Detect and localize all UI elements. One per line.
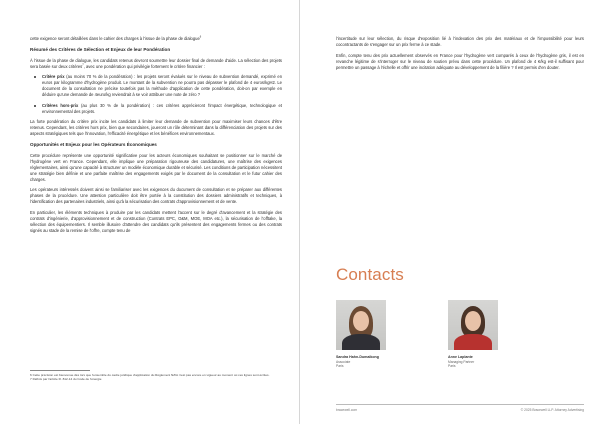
paragraph-selection: À l'issue de la phase de dialogue, les candidats retenus devront soumettre leur dossier final de demande d'aide. La sélection des projets sera basée sur deux critères$^7$, avec une pondération qui privilégie fortement le critère financier : [30,57,282,69]
left-column [30,36,282,238]
paragraph-uncertainty: l'incertitude sur leur sélection, du risque d'exposition lié à l'indexation des prix des matériaux et de l'impossibilité pour leurs cocontractants de s'engager sur un prix ferme à ce stade. [336,36,584,47]
contact-name: Sandra Hahn-Dumaikong [336,355,379,359]
footer-website-link[interactable]: bracewell.com [336,408,358,412]
contact-role: Associate [336,359,351,364]
heading-opportunities: Opportunités et Enjeux pour les Opérateurs Économiques [30,141,157,147]
paragraph-technical-elements: En particulier, les éléments techniques à produire par les candidats mettent l'accent sur le degré d'avancement et la stratégie des contrats d'ingénierie, d'approvisionnement et de construction (Contrats EPC, O&M, MOE, MOA etc.), la sécurisation de l'offtake, la sélection des équipementiers. Il semble illusoire d'attendre des candidats qu'ils présentent des engagements fermes ou des contrats signés au stade de la remise de l'offre, compte tenu de [30,209,282,233]
contact-location: Paris [448,363,456,368]
footer-copyright: © 2025 Bracewell LLP. Attorney Advertising [520,408,584,412]
heading-selection-criteria: Résumé des Critères de Sélection et Enjeux de leur Pondération [30,46,171,52]
paragraph-operators: Les opérateurs intéressés doivent ainsi se familiariser avec les exigences du document de consultation et se préparer aux différentes phases de la procédure. Une attention particulière doit être portée à la constitution des dossiers administratifs et techniques, à l'identification des partenaires industriels, ainsi qu'à la sécurisation des contrats d'approvisionnement et de vente. [30,187,282,204]
right-column [336,36,584,75]
contact-name: Anne Laplante [448,355,473,359]
paragraph-opportunity: Cette procédure représente une opportunité significative pour les acteurs économiques souhaitant se positionner sur le marché de l'hydrogène vert en France. Cependant, elle implique une préparation rigoureuse des candidatures, une maîtrise des exigences réglementaires, ainsi qu'une capacité à structurer un modèle économique durable et sécurisé. Les conditions de participation nécessitent une stratégie bien définie et une parfaite maîtrise des engagements exigés par le document de la consultation et le futur cahier des charges. [30,152,282,182]
right-page [300,0,600,424]
paragraph-price-ceiling: Enfin, compte tenu des prix actuellement observés en France pour l'hydrogène vert comparés à ceux de l'hydrogène gris, il est en revanche légitime de s'interroger sur le niveau de soutien prévu dans cette procédure. Un plafond de 4 €/kg est-il suffisant pour permettre un passage à l'échelle et offrir une incitation adéquate au développement de la filière ? Il est permis d'en douter. [336,52,584,70]
list-item-non-price-criteria: Critères hors-prix (au plus 30 % de la pondération) : ces critères apprécieront l'impact énergétique, technologique et environnemental des projets. [30,103,282,115]
footnote-7: 7 Définis par l'article R. 812-14 du Code de l'énergie [30,376,102,381]
paragraph-weighting: La forte pondération du critère prix incite les candidats à limiter leur demande de subvention pour maximiser leurs chances d'être retenus. Cependant, les critères hors prix, bien que secondaires, joueront un rôle déterminant dans la différenciation des projets sur des aspects stratégiques tels que l'innovation, l'efficacité énergétique et les bénéfices environnementaux. [30,119,282,136]
footer-divider [336,404,584,405]
footnote-divider [30,370,90,371]
intro-paragraph: cette exigence seront détaillées dans le cahier des charges à l'issue de la phase de dialogue$^6$ [30,35,202,41]
contacts-heading: Contacts [336,265,404,284]
contact-card [448,300,518,368]
footnote-6: 6 Cette précision est bienvenue dès lors que l'ensemble du cadre juridique d'application du Règlement NZIA n'est pas encore en vigueur au moment où ces lignes sont écrites. [30,372,270,377]
contact-role: Managing Partner [448,359,475,364]
list-item-price-criterion: Critère prix (au moins 70 % de la pondération) : les projets seront évalués sur le niveau de subvention demandé, exprimé en euros par kilogramme d'hydrogène produit. Le montant de la subvention ne pourra pas dépasser le plafond de 4 euros/kgH2. Le document de la consultation ne précise toutefois pas la méthode d'application de cette pondération, doit-on par exemple en déduire qu'une demande de 4euro/kg reviendrait à se voir attribuer une note de zéro ? [30,74,282,98]
contact-location: Paris [336,363,344,368]
avatar [336,300,386,350]
avatar [448,300,498,350]
criteria-list [30,74,282,115]
contact-card [336,300,406,368]
footnotes [30,370,282,381]
